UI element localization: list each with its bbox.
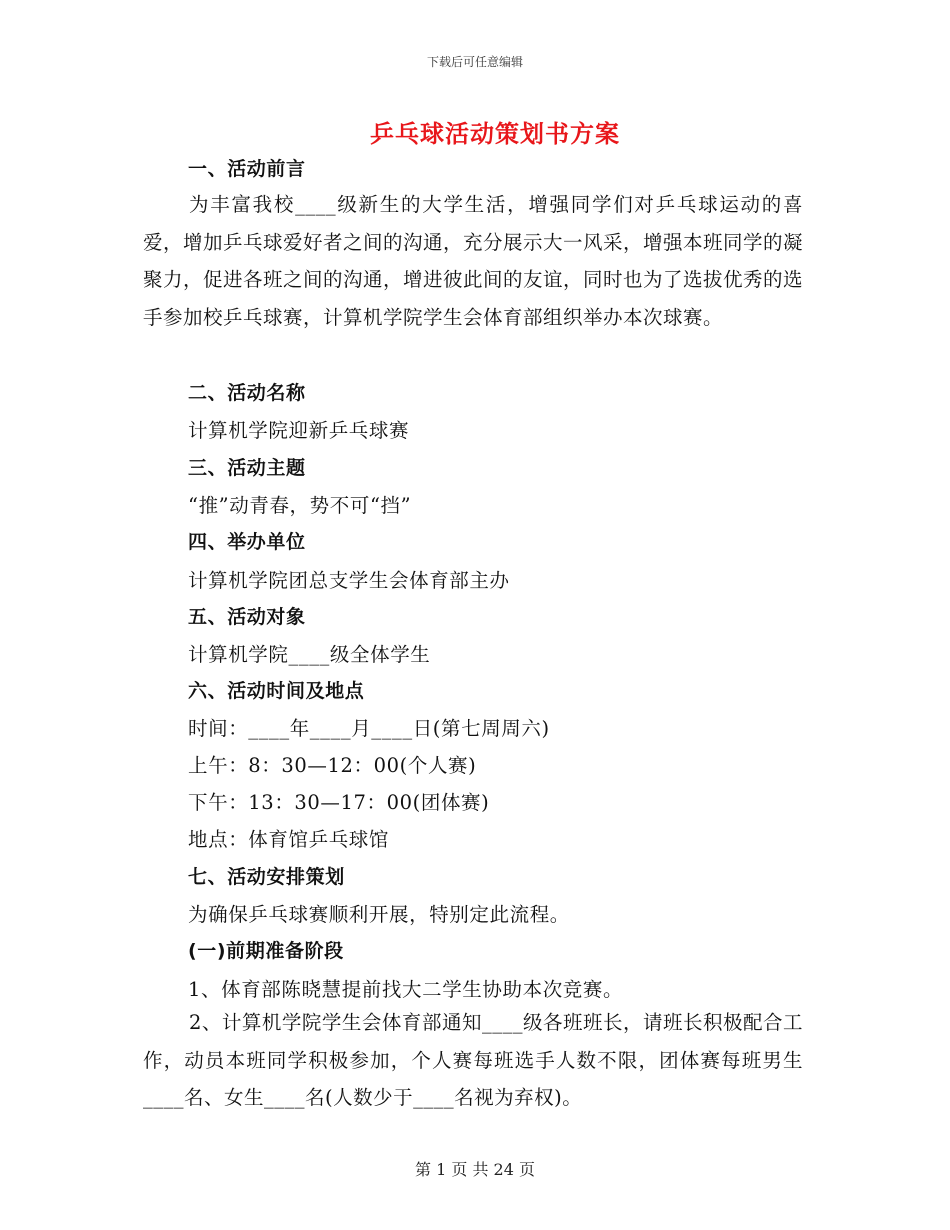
event-time: 时间：____年____月____日(第七周周六)	[188, 717, 550, 740]
section-heading-1: 一、活动前言	[188, 158, 306, 180]
section-body-5: 计算机学院____级全体学生	[188, 643, 431, 666]
event-afternoon: 下午：13：30—17：00(团体赛)	[188, 791, 490, 814]
section-heading-2: 二、活动名称	[188, 382, 306, 404]
section-body-2: 计算机学院迎新乒乓球赛	[188, 419, 410, 442]
page-footer: 第 1 页 共 24 页	[415, 1160, 535, 1179]
section-body-4: 计算机学院团总支学生会体育部主办	[188, 569, 510, 592]
section-body-7: 为确保乒乓球赛顺利开展，特别定此流程。	[188, 903, 570, 926]
section-heading-3: 三、活动主题	[188, 457, 306, 479]
section-heading-6: 六、活动时间及地点	[188, 680, 365, 702]
section-body-3: “推”动青春，势不可“挡”	[188, 494, 412, 517]
section-body-1: 为丰富我校____级新生的大学生活，增强同学们对乒乓球运动的喜爱，增加乒乓球爱好者之间的沟通，充分展示大一风采，增强本班同学的凝聚力，促进各班之间的沟通，增进彼此间的友谊，同时也为了选拔优秀的选手参加校乒乓球赛，计算机学院学生会体育部组织举办本次球赛。	[143, 193, 804, 329]
event-place: 地点：体育馆乒乓球馆	[188, 828, 390, 851]
prep-item-2: 2、计算机学院学生会体育部通知____级各班班长，请班长积极配合工作，动员本班同学积极参加，个人赛每班选手人数不限，团体赛每班男生____名、女生____名(人数少于____名视为弃权)。	[143, 1011, 803, 1109]
prep-item-1: 1、体育部陈晓慧提前找大二学生协助本次竞赛。	[188, 978, 624, 1001]
subsection-heading-prep: (一)前期准备阶段	[188, 940, 344, 962]
document-title: 乒乓球活动策划书方案	[370, 119, 620, 148]
event-morning: 上午：8：30—12：00(个人赛)	[188, 754, 477, 777]
section-heading-5: 五、活动对象	[188, 606, 306, 628]
header-note: 下载后可任意编辑	[426, 55, 523, 69]
section-heading-4: 四、举办单位	[188, 531, 306, 553]
section-heading-7: 七、活动安排策划	[188, 866, 345, 888]
